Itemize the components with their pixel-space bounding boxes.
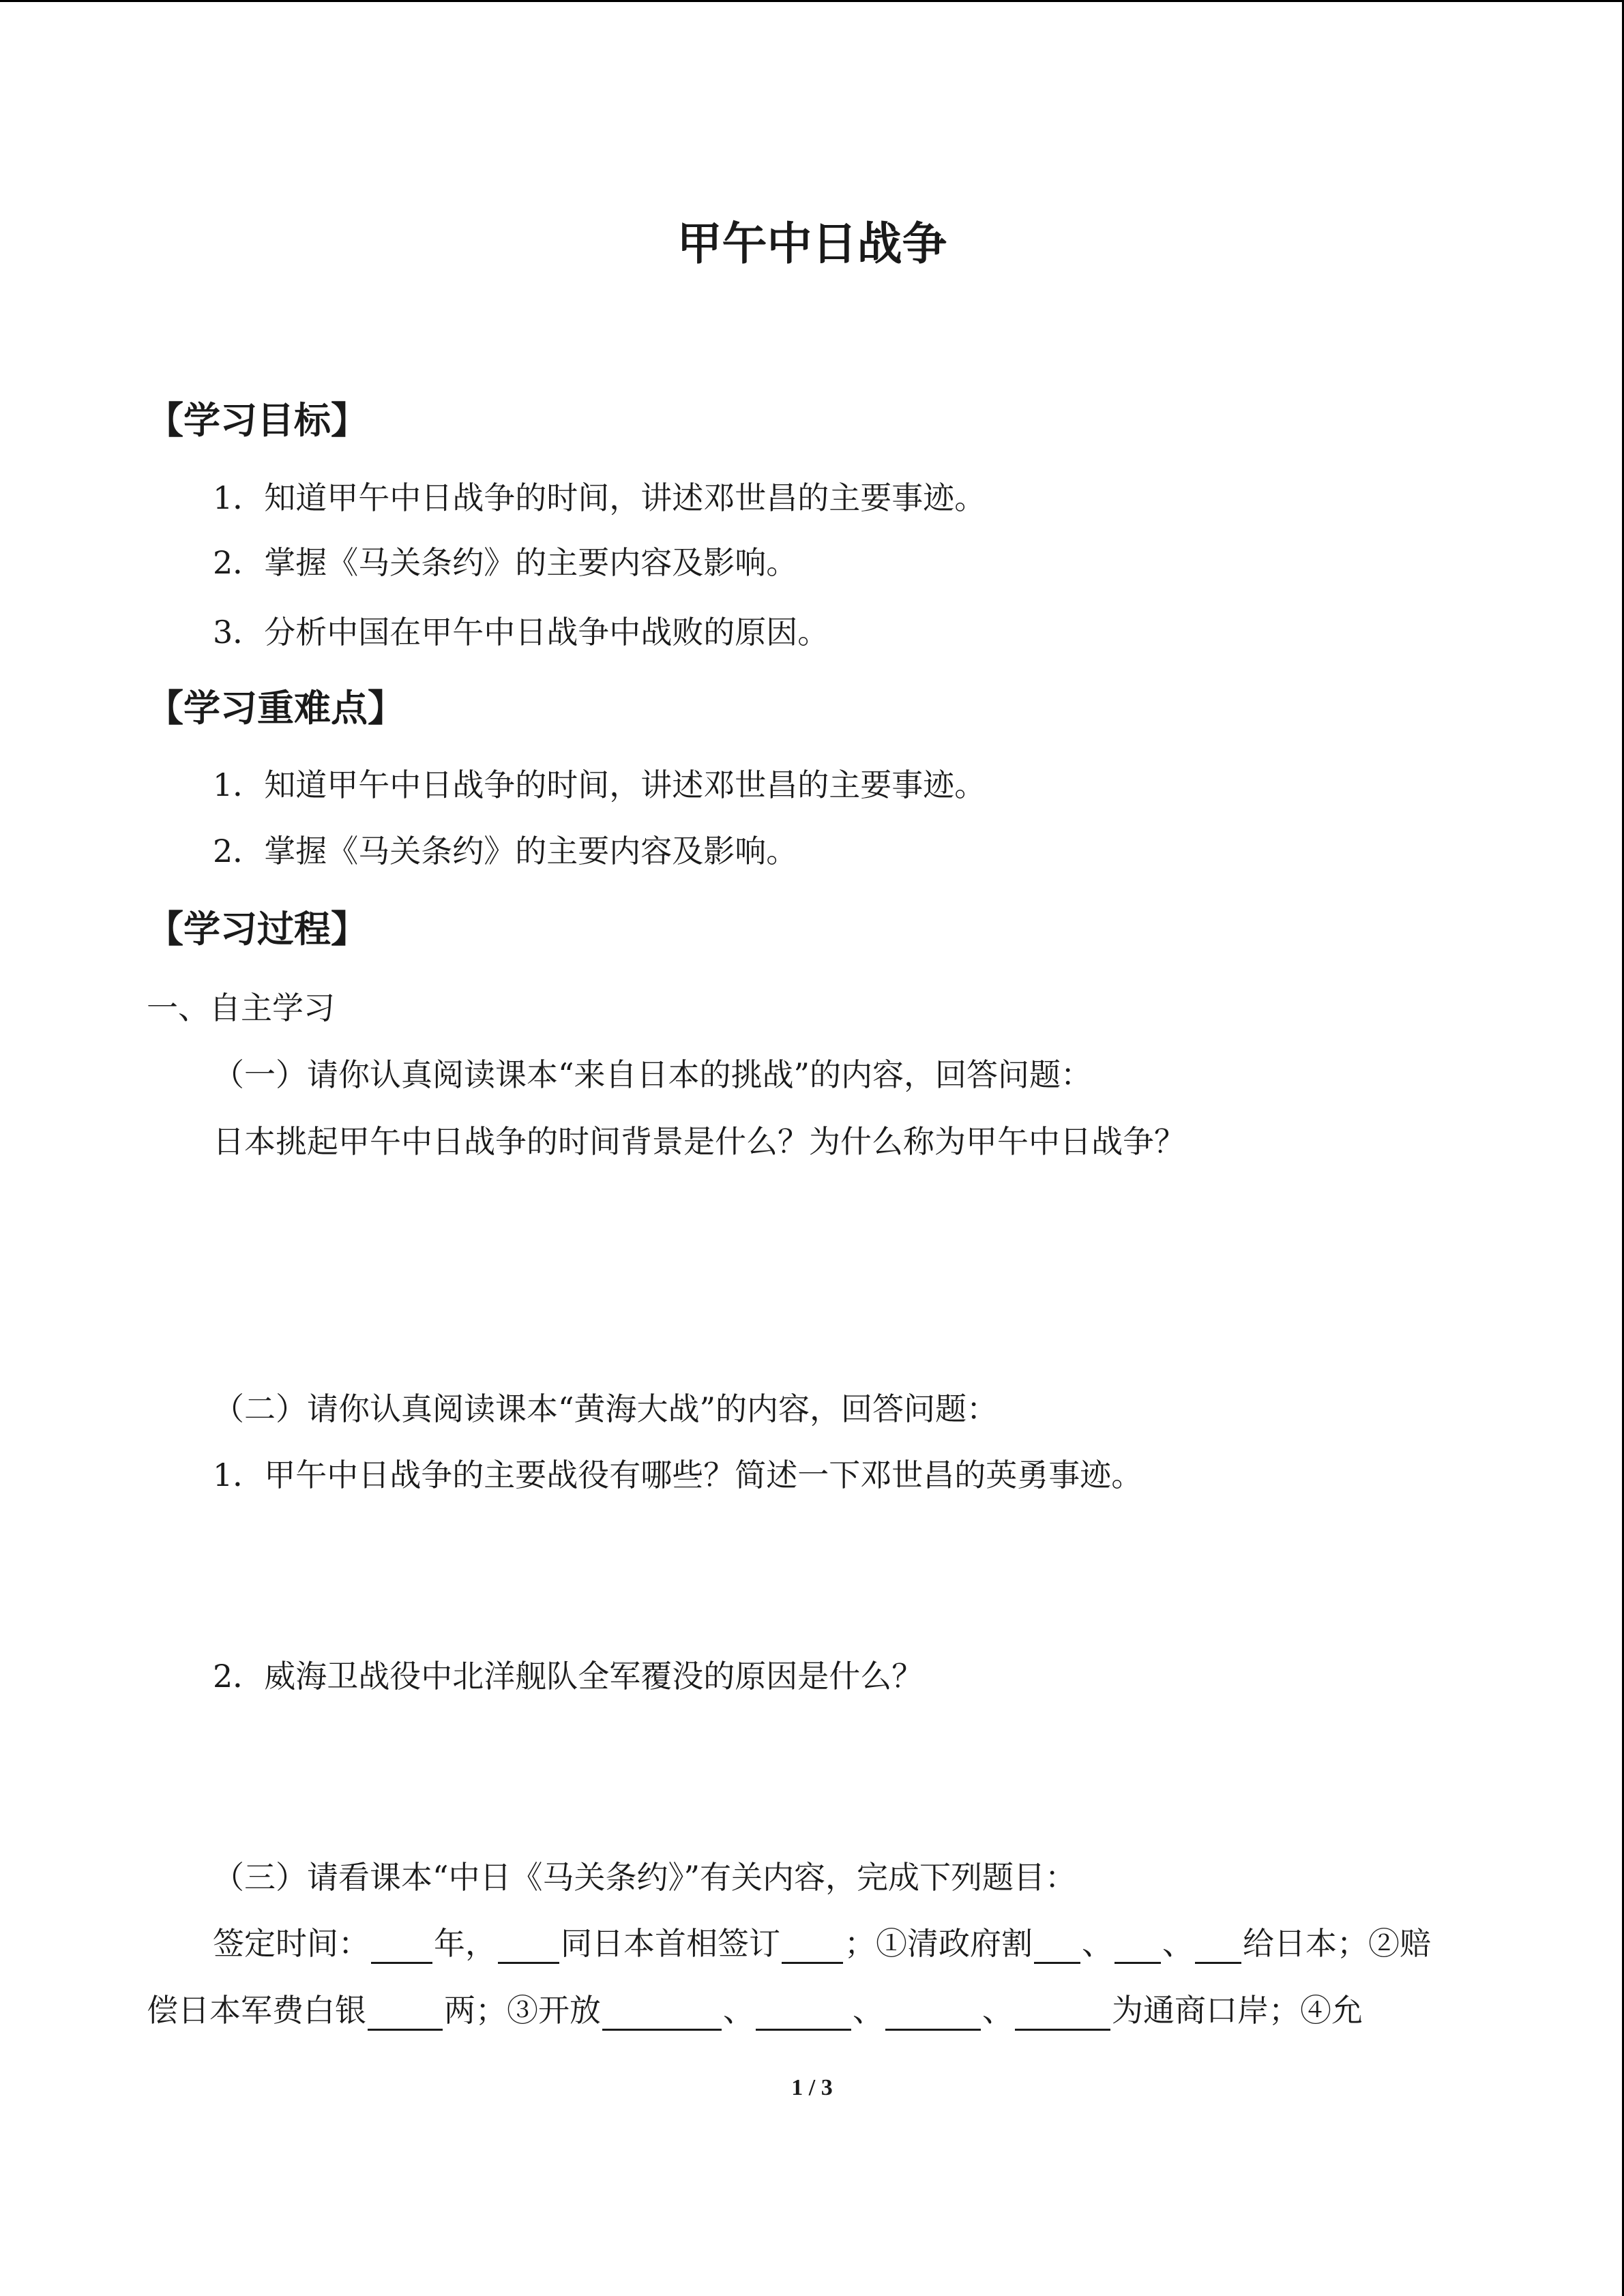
fill-text: 偿日本军费白银 [147,1992,366,2029]
blank-port-4[interactable] [1015,1995,1110,2031]
goal-item-1: 1．知道甲午中日战争的时间，讲述邓世昌的主要事迹。 [213,479,986,516]
fill-line-2 [147,1990,1363,2031]
blank-territory-3[interactable] [1195,1928,1241,1964]
q2-item-1: 1．甲午中日战争的主要战役有哪些？简述一下邓世昌的英勇事迹。 [213,1457,1143,1493]
process-heading: 【学习过程】 [147,908,368,951]
part-one-label: 一、自主学习 [147,989,335,1026]
fill-text: 、 [853,1992,884,2029]
blank-signer[interactable] [498,1928,559,1964]
fill-text: 两；③开放 [444,1992,601,2029]
fill-text: 、 [723,1992,754,2029]
goal-item-2: 2．掌握《马关条约》的主要内容及影响。 [213,544,798,581]
key-points-heading: 【学习重难点】 [147,687,404,730]
fill-text: 为通商口岸；④允 [1112,1992,1363,2029]
fill-text: 签定时间： [213,1925,370,1962]
blank-territory-2[interactable] [1114,1928,1161,1964]
q1-question: 日本挑起甲午中日战争的时间背景是什么？为什么称为甲午中日战争？ [213,1123,1185,1160]
blank-port-1[interactable] [602,1995,722,2031]
fill-text: 年， [434,1925,497,1962]
q1-intro: （一）请你认真阅读课本“来自日本的挑战”的内容，回答问题： [213,1056,1093,1093]
fill-text: ；①清政府割 [844,1925,1033,1962]
blank-port-2[interactable] [756,1995,851,2031]
page-title: 甲午中日战争 [677,218,947,270]
fill-text: 同日本首相签订 [561,1925,780,1962]
q2-intro: （二）请你认真阅读课本“黄海大战”的内容，回答问题： [213,1390,999,1427]
key-point-item-2: 2．掌握《马关条约》的主要内容及影响。 [213,833,798,869]
blank-treaty[interactable] [782,1928,843,1964]
goal-item-3: 3．分析中国在甲午中日战争中战败的原因。 [213,614,829,651]
fill-text: 、 [1162,1925,1194,1962]
top-border [0,0,1624,2]
fill-text: 、 [982,1992,1014,2029]
fill-text: 、 [1082,1925,1113,1962]
q3-intro: （三）请看课本“中日《马关条约》”有关内容，完成下列题目： [213,1859,1077,1896]
fill-text: 给日本；②赔 [1243,1925,1431,1962]
goals-heading: 【学习目标】 [147,399,368,442]
blank-port-3[interactable] [885,1995,981,2031]
blank-territory-1[interactable] [1034,1928,1080,1964]
key-point-item-1: 1．知道甲午中日战争的时间，讲述邓世昌的主要事迹。 [213,766,986,803]
page-number: 1 / 3 [791,2075,833,2100]
blank-indemnity[interactable] [368,1995,443,2031]
q2-item-2: 2．威海卫战役中北洋舰队全军覆没的原因是什么？ [213,1658,924,1695]
blank-year[interactable] [371,1928,432,1964]
fill-line-1 [213,1923,1431,1964]
